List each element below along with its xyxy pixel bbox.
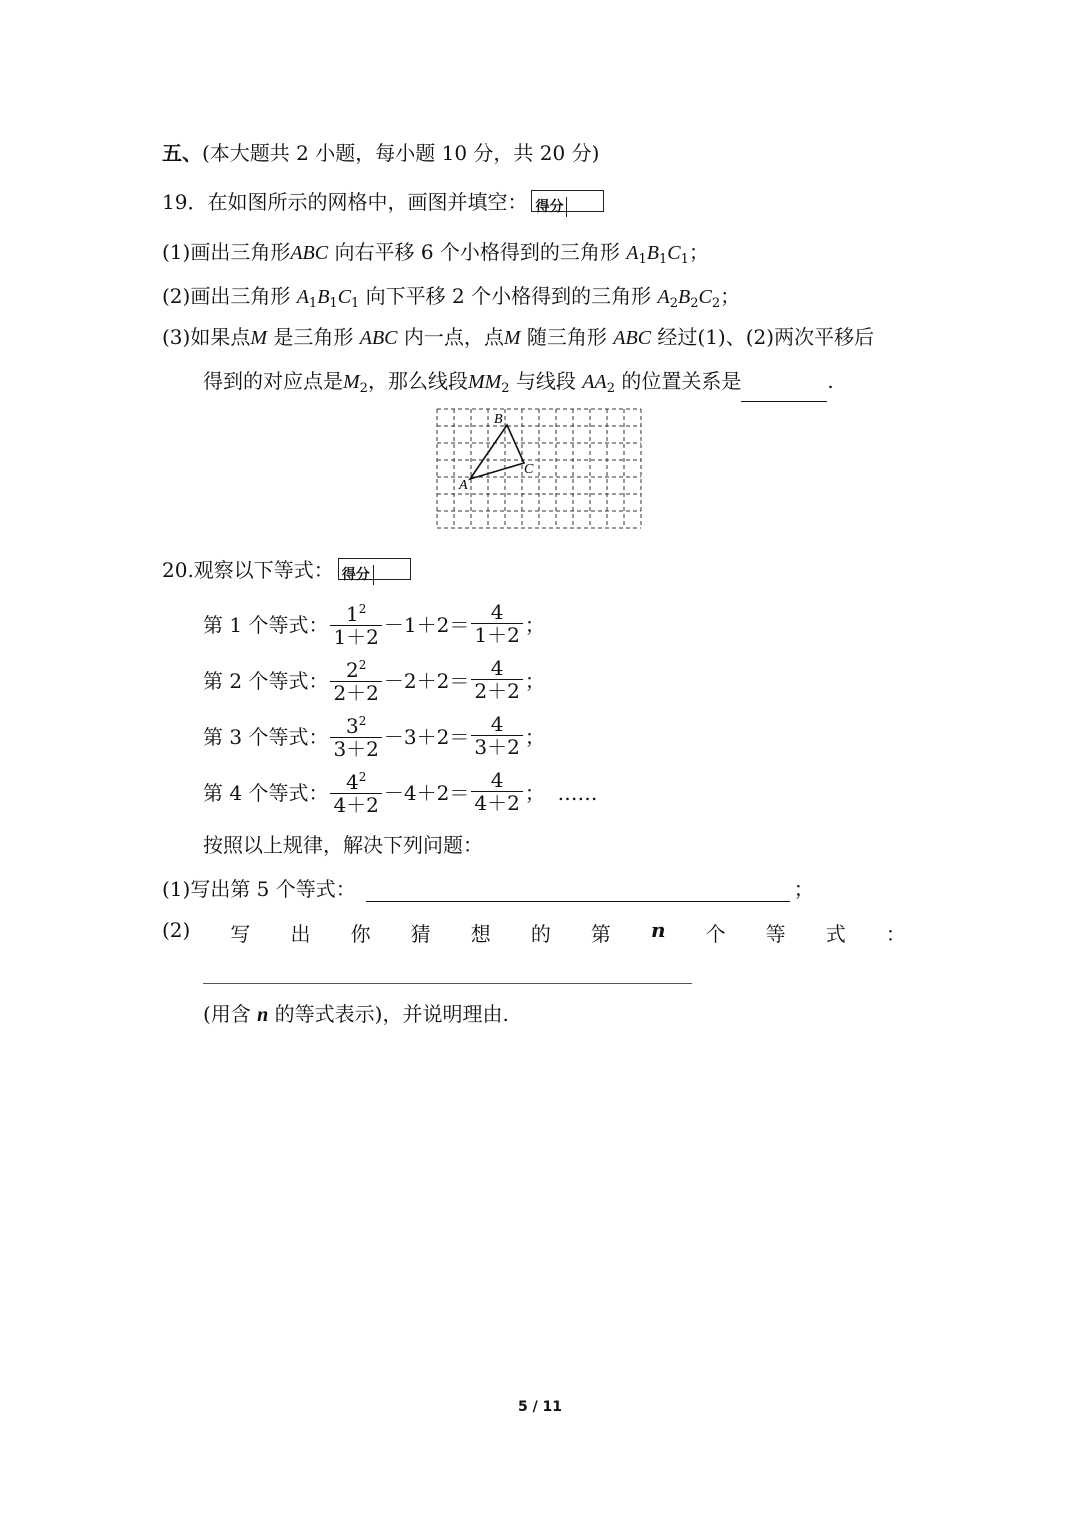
q19-p2-mid: 向下平移 2 个小格得到的三角形 bbox=[359, 284, 658, 308]
q19-stem bbox=[162, 189, 604, 215]
q19-p1-pre: (1)画出三角形 bbox=[162, 240, 291, 264]
q20-p2-char: 写 bbox=[230, 922, 251, 946]
equation-mid: －2＋2＝ bbox=[383, 668, 470, 693]
q20-p1-text: (1)写出第 5 个等式： bbox=[162, 877, 356, 901]
section-number: 五、 bbox=[162, 141, 202, 165]
label-a: A bbox=[459, 478, 468, 493]
q19-p3-g: ，那么线段 bbox=[367, 369, 468, 393]
equation-row bbox=[203, 598, 545, 648]
fraction-den: 4＋2 bbox=[471, 791, 522, 814]
equation-row bbox=[203, 654, 545, 704]
q19-p3-c: 内一点，点 bbox=[397, 325, 504, 349]
q20-p2-char: 猜 bbox=[410, 922, 431, 946]
equation-label: 第 3 个等式： bbox=[203, 724, 329, 749]
score-label: 得分 bbox=[532, 197, 567, 217]
q19-p1-mid: 向右平移 6 个小格得到的三角形 bbox=[328, 240, 627, 264]
fraction-right bbox=[471, 769, 522, 814]
label-b: B bbox=[494, 412, 503, 427]
exponent: 2 bbox=[358, 602, 367, 616]
q19-answer-blank[interactable] bbox=[741, 379, 827, 402]
fraction-den: 3＋2 bbox=[471, 735, 522, 758]
base: 3 bbox=[345, 714, 359, 738]
q20-part2 bbox=[162, 918, 906, 947]
fraction-num bbox=[343, 654, 369, 681]
q20-p2-char: (2) bbox=[162, 918, 191, 942]
equation-mid: －1＋2＝ bbox=[383, 612, 470, 637]
q20-rule: 按照以上规律，解决下列问题： bbox=[203, 833, 483, 857]
fraction-den: 2＋2 bbox=[471, 679, 522, 702]
fraction-right bbox=[471, 657, 522, 702]
fraction-num bbox=[343, 766, 369, 793]
q19-p3-i: 的位置关系是 bbox=[615, 369, 742, 393]
q20-p1-answer-line[interactable] bbox=[366, 879, 790, 902]
q19-part1: (1)画出三角形ABC 向右平移 6 个小格得到的三角形 $A_1B_1C_1$； bbox=[162, 240, 709, 267]
q20-p1-end: ； bbox=[793, 877, 814, 901]
q19-p3-f: 得到的对应点是 bbox=[203, 369, 343, 393]
base: 1 bbox=[345, 602, 359, 626]
q20-score-box bbox=[338, 558, 411, 583]
fraction-num: 4 bbox=[490, 655, 504, 680]
fraction-right bbox=[471, 601, 522, 646]
fraction-den: 4＋2 bbox=[330, 793, 381, 816]
q19-score-box bbox=[531, 190, 604, 215]
equation-end: ； bbox=[524, 724, 545, 749]
fraction-den: 2＋2 bbox=[330, 681, 381, 704]
q19-part2: (2)画出三角形 $A_1B_1C_1$ 向下平移 2 个小格得到的三角形 $A_2B_2C_2$； bbox=[162, 284, 741, 311]
fraction-left bbox=[330, 710, 381, 760]
fraction-num bbox=[343, 710, 369, 737]
q20-p2-char: 等 bbox=[765, 922, 786, 946]
q19-p3-b: 是三角形 bbox=[267, 325, 360, 349]
exponent: 2 bbox=[358, 658, 367, 672]
q20-p2-char: 式 bbox=[825, 922, 846, 946]
q20-p2-char: n bbox=[650, 918, 666, 942]
q20-note-n: n bbox=[257, 1004, 269, 1026]
equation-end: ； …… bbox=[524, 780, 598, 805]
q19-stem-text: 19．在如图所示的网格中，画图并填空： bbox=[162, 190, 528, 214]
q19-part3: (3)如果点M 是三角形 ABC 内一点，点M 随三角形 ABC 经过(1)、(2)两次平移后 bbox=[162, 325, 875, 349]
fraction-left bbox=[330, 598, 381, 648]
q20-p2-char: 想 bbox=[470, 922, 491, 946]
q19-p1-abc: ABC bbox=[290, 242, 329, 264]
fraction-num bbox=[343, 598, 369, 625]
fraction-num: 4 bbox=[490, 711, 504, 736]
q19-grid-figure bbox=[436, 408, 644, 532]
equation-row bbox=[203, 710, 545, 760]
q20-p2-answer-line[interactable] bbox=[203, 983, 692, 984]
page-number: 5 / 11 bbox=[517, 1399, 563, 1415]
score-label: 得分 bbox=[339, 565, 374, 585]
exponent: 2 bbox=[358, 770, 367, 784]
q19-p2-pre: (2)画出三角形 bbox=[162, 284, 297, 308]
dashed-grid bbox=[437, 409, 641, 528]
q20-p2-char: 出 bbox=[290, 922, 311, 946]
q20-part1 bbox=[162, 876, 814, 902]
q20-note-b: 的等式表示)，并说明理由. bbox=[268, 1002, 509, 1026]
score-cell[interactable] bbox=[567, 191, 603, 211]
equation-label: 第 4 个等式： bbox=[203, 780, 329, 805]
q20-p2-char: 个 bbox=[705, 922, 726, 946]
base: 2 bbox=[345, 658, 359, 682]
triangle-abc bbox=[470, 425, 524, 479]
section-desc: (本大题共 2 小题，每小题 10 分，共 20 分) bbox=[202, 141, 600, 165]
fraction-left bbox=[330, 766, 381, 816]
q19-part3-cont: 得到的对应点是$M_2$，那么线段$MM_2$ 与线段 $AA_2$ 的位置关系是 . bbox=[203, 368, 834, 402]
q19-p3-a: (3)如果点 bbox=[162, 325, 251, 349]
fraction-num: 4 bbox=[490, 599, 504, 624]
q20-p2-char: 你 bbox=[350, 922, 371, 946]
q19-p3-h: 与线段 bbox=[509, 369, 583, 393]
equation-end: ； bbox=[524, 668, 545, 693]
q20-stem-text: 20.观察以下等式： bbox=[162, 558, 334, 582]
equation-mid: －3＋2＝ bbox=[383, 724, 470, 749]
q20-p2-char: 的 bbox=[530, 922, 551, 946]
equation-mid: －4＋2＝ bbox=[383, 780, 470, 805]
fraction-den: 1＋2 bbox=[330, 625, 381, 648]
q19-p3-d: 随三角形 bbox=[520, 325, 614, 349]
fraction-right bbox=[471, 713, 522, 758]
base: 4 bbox=[345, 770, 359, 794]
q20-stem bbox=[162, 557, 411, 583]
equation-end: ； bbox=[524, 612, 545, 637]
q19-p3-e: 经过(1)、(2)两次平移后 bbox=[651, 325, 875, 349]
exponent: 2 bbox=[358, 714, 367, 728]
section-heading bbox=[162, 140, 599, 166]
fraction-den: 3＋2 bbox=[330, 737, 381, 760]
fraction-left bbox=[330, 654, 381, 704]
q20-note-a: (用含 bbox=[203, 1002, 258, 1026]
q20-p2-note bbox=[203, 1001, 509, 1028]
fraction-num: 4 bbox=[490, 767, 504, 792]
fraction-den: 1＋2 bbox=[471, 623, 522, 646]
q20-p2-char: ： bbox=[885, 922, 906, 946]
score-cell[interactable] bbox=[374, 559, 410, 579]
label-c: C bbox=[524, 462, 534, 477]
equation-label: 第 2 个等式： bbox=[203, 668, 329, 693]
equation-label: 第 1 个等式： bbox=[203, 612, 329, 637]
q20-p2-char: 第 bbox=[590, 922, 611, 946]
equation-row bbox=[203, 766, 598, 816]
